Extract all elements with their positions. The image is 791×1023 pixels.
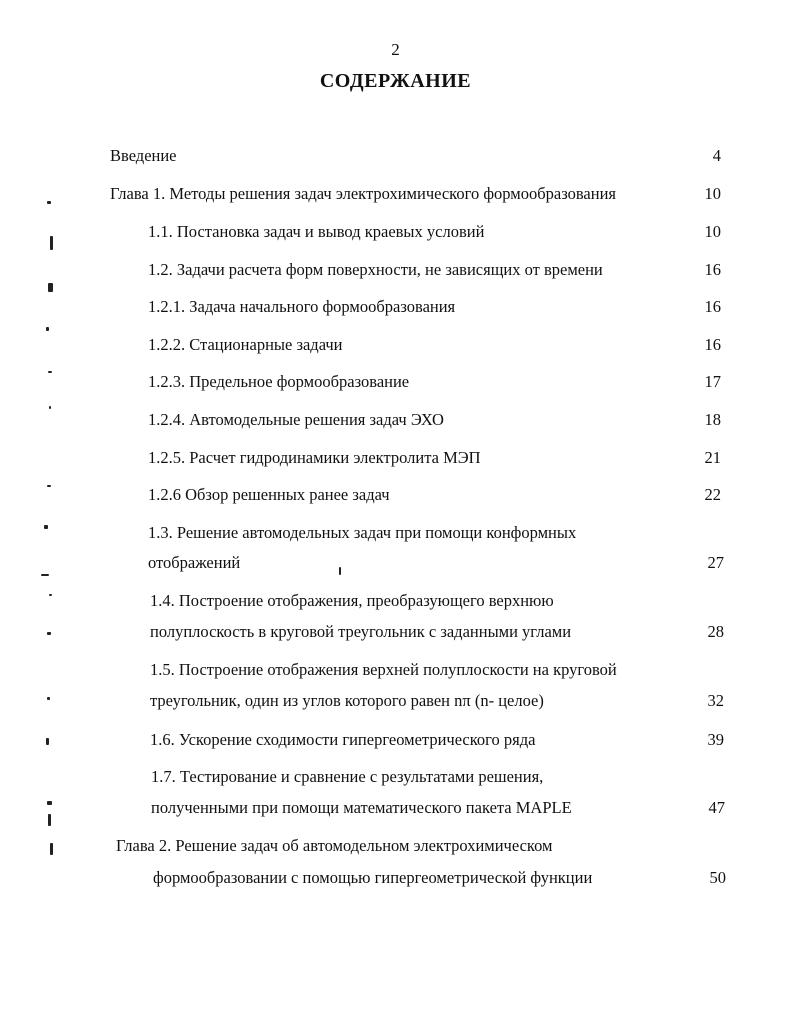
toc-page-number: 39 [707,730,724,749]
toc-page-number: 47 [708,798,725,817]
toc-entry-section-1-2-4[interactable]: 1.2.4. Автомодельные решения задач ЭХО [148,410,444,429]
scan-speck [47,201,51,204]
toc-entry-section-1-2-5[interactable]: 1.2.5. Расчет гидродинамики электролита МЭП [148,448,481,467]
toc-page-number: 28 [707,622,724,641]
scan-speck [47,632,51,635]
scan-speck [48,283,53,292]
scan-speck [49,594,52,596]
scan-speck [339,567,341,575]
toc-page-number: 10 [704,184,721,203]
toc-entry-section-1-2-1[interactable]: 1.2.1. Задача начального формообразования [148,297,456,316]
toc-entry-chapter-2[interactable]: Глава 2. Решение задач об автомодельном электрохимическом [116,836,553,855]
toc-page-number: 27 [707,553,724,572]
page-title: СОДЕРЖАНИЕ [319,70,472,92]
toc-page-number: 32 [707,691,724,710]
scan-speck [46,738,49,745]
scan-speck [49,406,51,409]
toc-entry-section-1-3-continued[interactable]: отображений [148,553,241,572]
toc-entry-section-1-7-continued[interactable]: полученными при помощи математического пакета MAPLE [151,798,572,817]
toc-page-number: 18 [704,410,721,429]
toc-entry-section-1-2-6[interactable]: 1.2.6 Обзор решенных ранее задач [148,485,390,504]
toc-entry-section-1-2-3[interactable]: 1.2.3. Предельное формообразование [148,372,410,391]
toc-entry-section-1-6[interactable]: 1.6. Ускорение сходимости гипергеометрического ряда [150,730,536,749]
page-number: 2 [391,40,400,59]
scan-speck [48,371,52,373]
scan-speck [47,697,50,700]
toc-entry-chapter-1[interactable]: Глава 1. Методы решения задач электрохимического формообразования [110,184,617,203]
toc-entry-intro[interactable]: Введение [110,146,177,165]
scan-speck [41,574,49,576]
scan-speck [50,843,53,855]
toc-page-number: 17 [704,372,721,391]
toc-entry-section-1-2[interactable]: 1.2. Задачи расчета форм поверхности, не зависящих от времени [148,260,603,279]
toc-entry-chapter-2-continued[interactable]: формообразовании с помощью гипергеометрической функции [153,868,593,887]
toc-entry-section-1-5-continued[interactable]: треугольник, один из углов которого равен nπ (n- целое) [150,691,544,710]
toc-page-number: 22 [704,485,721,504]
toc-entry-section-1-7[interactable]: 1.7. Тестирование и сравнение с результатами решения, [151,767,544,786]
scan-speck [48,814,51,826]
toc-page-number: 4 [712,146,721,165]
toc-page-number: 10 [704,222,721,241]
toc-entry-section-1-4[interactable]: 1.4. Построение отображения, преобразующего верхнюю [150,591,554,610]
toc-page-number: 50 [709,868,726,887]
toc-page-number: 16 [704,335,721,354]
toc-page-number: 16 [704,297,721,316]
scan-speck [50,236,53,250]
toc-entry-section-1-1[interactable]: 1.1. Постановка задач и вывод краевых условий [148,222,485,241]
scan-speck [47,801,52,805]
toc-entry-section-1-2-2[interactable]: 1.2.2. Стационарные задачи [148,335,343,354]
toc-entry-section-1-3[interactable]: 1.3. Решение автомодельных задач при помощи конформных [148,523,577,542]
toc-page-number: 21 [704,448,721,467]
toc-entry-section-1-4-continued[interactable]: полуплоскость в круговой треугольник с заданными углами [150,622,572,641]
toc-page-number: 16 [704,260,721,279]
toc-entry-section-1-5[interactable]: 1.5. Построение отображения верхней полуплоскости на круговой [150,660,617,679]
scan-speck [46,327,49,331]
scan-speck [47,485,51,487]
scan-speck [44,525,48,529]
